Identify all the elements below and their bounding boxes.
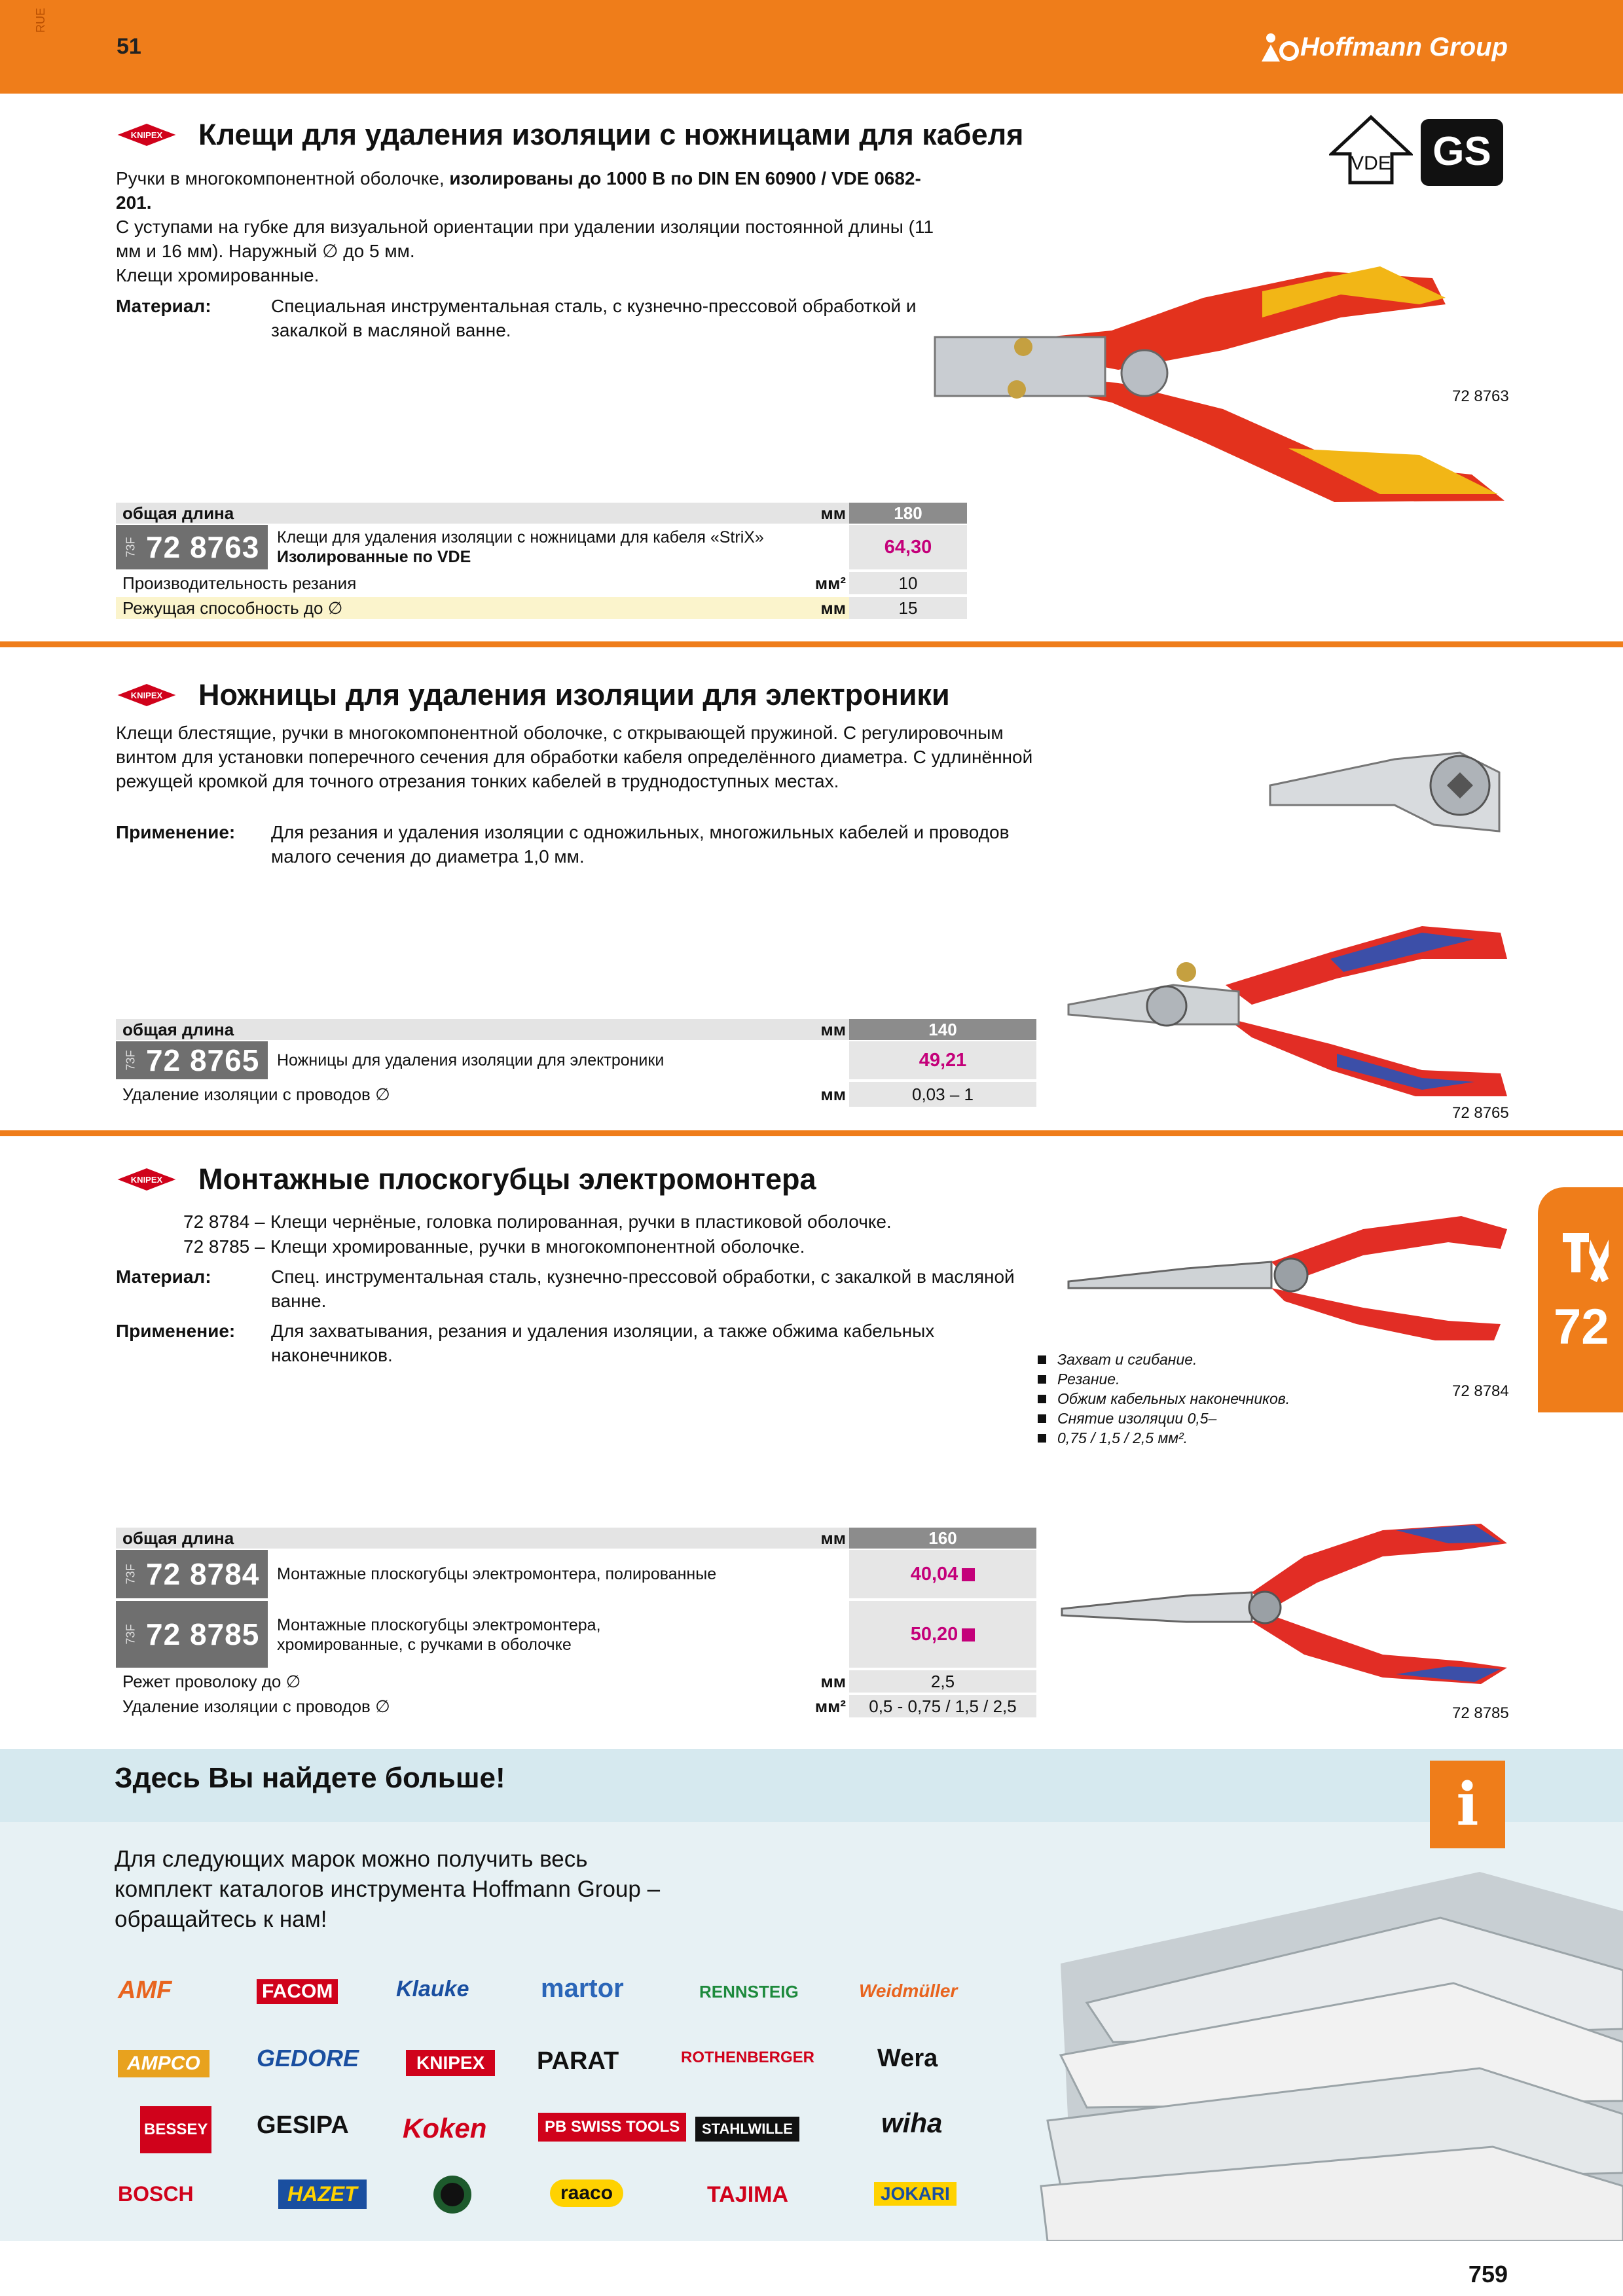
usage-row: Применение: Для резания и удаления изоляции с одножильных, многожильных кабелей и проводов малого сечения до диаметра 1,0 мм.: [116, 822, 1010, 867]
section-title: Ножницы для удаления изоляции для электроники: [198, 678, 950, 711]
electrician-pliers-chrome-image: [1055, 1517, 1507, 1694]
chapter-tab[interactable]: 72: [1538, 1187, 1623, 1412]
image-caption: 72 8763: [1452, 387, 1509, 405]
brand-raaco[interactable]: raaco: [550, 2179, 623, 2207]
vde-cert-icon: [1329, 115, 1413, 187]
jaw-detail-image: [1264, 733, 1506, 851]
image-caption: 72 8785: [1452, 1704, 1509, 1722]
article-number-box: 73F 72 8785: [116, 1601, 268, 1668]
table-row[interactable]: [116, 1041, 1036, 1081]
region-code: RUE: [34, 7, 47, 33]
stripping-pliers-image: [922, 259, 1518, 507]
brand-bessey[interactable]: BESSEY: [140, 2106, 211, 2153]
svg-text:GS: GS: [1432, 129, 1491, 174]
article-number-box: 73F 72 8765: [116, 1041, 268, 1079]
spec-row: Производительность резания мм² 10: [116, 572, 967, 596]
svg-text:KNIPEX: KNIPEX: [130, 691, 163, 700]
brand-koken[interactable]: Koken: [403, 2113, 487, 2144]
feature-list: [1038, 1350, 1290, 1448]
variant-row: 72 8784 – Клещи чернёные, головка полированная, ручки в пластиковой оболочке.: [183, 1211, 892, 1232]
knipex-logo-icon: [115, 122, 179, 148]
price: 40,04: [849, 1550, 1036, 1598]
brand-parat[interactable]: PARAT: [537, 2047, 619, 2075]
article-table-2: [116, 1019, 1036, 1117]
svg-text:KNIPEX: KNIPEX: [130, 1175, 163, 1185]
brand-emblem-icon[interactable]: [432, 2174, 473, 2215]
table-row[interactable]: [116, 525, 967, 571]
article-table-1: [116, 503, 967, 627]
list-item: 0,75 / 1,5 / 2,5 мм².: [1038, 1428, 1290, 1448]
knipex-logo-icon: [115, 682, 179, 708]
list-item: Обжим кабельных наконечников.: [1038, 1389, 1290, 1408]
brand-stahlwille[interactable]: STAHLWILLE: [695, 2117, 799, 2142]
brand-hazet[interactable]: HAZET: [278, 2179, 367, 2209]
hoffmann-logo-icon: [1260, 31, 1300, 63]
brand-wiha[interactable]: wiha: [881, 2108, 943, 2138]
usage-row: Применение: Для захватывания, резания и удаления изоляции, а также обжима кабельных наконечников.: [116, 1321, 935, 1365]
electronics-stripper-image: [1055, 906, 1507, 1103]
section-title: Клещи для удаления изоляции с ножницами для кабеля: [198, 118, 1024, 151]
svg-text:KNIPEX: KNIPEX: [130, 130, 163, 140]
article-description: Монтажные плоскогубцы электромонтера, хромированные, с ручками в оболочке: [277, 1616, 601, 1654]
section-title: Монтажные плоскогубцы электромонтера: [198, 1162, 816, 1196]
list-item: Резание.: [1038, 1369, 1290, 1389]
stock-marker-icon: [962, 1628, 975, 1641]
brand-bosch[interactable]: BOSCH: [118, 2182, 194, 2206]
product-description: Клещи блестящие, ручки в многокомпонентной оболочке, с открывающей пружиной. С регулировочным винтом для установки поперечного сечения для обработки кабеля определённого диаметра. С удлинённой режущей кромкой для точного отрезания тонких кабелей в труднодоступных местах.: [116, 723, 1033, 791]
electrician-pliers-polished-image: [1055, 1210, 1507, 1340]
spec-row: Удаление изоляции с проводов ∅ мм² 0,5 - 0,75 / 1,5 / 2,5: [116, 1695, 1036, 1719]
brand-amf[interactable]: AMF: [118, 1977, 172, 2004]
brand-ampco[interactable]: AMPCO: [118, 2050, 210, 2077]
brand-martor[interactable]: martor: [541, 1974, 624, 2003]
brand-jokari[interactable]: JOKARI: [874, 2182, 957, 2206]
variant-row: 72 8785 – Клещи хромированные, ручки в многокомпонентной оболочке.: [183, 1236, 805, 1257]
price: 64,30: [849, 525, 967, 569]
brand-gedore[interactable]: GEDORE: [257, 2045, 359, 2072]
section-divider: [0, 1130, 1623, 1136]
table-header-row: общая длина мм 160: [116, 1528, 1036, 1550]
brand-weidmuller[interactable]: Weidmüller: [859, 1981, 958, 2001]
section-heading: [115, 1162, 816, 1196]
table-row[interactable]: [116, 1601, 1036, 1669]
material-row: Материал: Спец. инструментальная сталь, кузнечно-прессовой обработки, с закалкой в масляной ванне.: [116, 1266, 1015, 1311]
image-caption: 72 8784: [1452, 1382, 1509, 1400]
article-table-3: [116, 1528, 1036, 1724]
brand-rothenberger[interactable]: ROTHENBERGER: [681, 2049, 815, 2066]
table-header-row: общая длина мм 180: [116, 503, 967, 525]
brand-facom[interactable]: FACOM: [257, 1979, 338, 2004]
brand-rennsteig[interactable]: RENNSTEIG: [699, 1982, 799, 2001]
info-text: Для следующих марок можно получить весь комплект каталогов инструмента Hoffmann Group – обращайтесь к нам!: [115, 1846, 661, 1932]
page-number: 759: [1468, 2261, 1508, 2287]
image-caption: 72 8765: [1452, 1104, 1509, 1122]
brand-logo: Hoffmann Group: [1300, 33, 1508, 62]
brand-wera[interactable]: Wera: [877, 2045, 938, 2072]
section-heading: [115, 118, 1023, 152]
price: 49,21: [849, 1041, 1036, 1079]
article-number-box: 73F 72 8784: [116, 1550, 268, 1598]
article-description: Клещи для удаления изоляции с ножницами для кабеля «StriX» Изолированные по VDE: [277, 528, 764, 566]
pliers-chapter-icon: [1563, 1233, 1609, 1285]
catalog-page-number: 51: [117, 34, 141, 59]
table-header-row: общая длина мм 140: [116, 1019, 1036, 1041]
list-item: Снятие изоляции 0,5–: [1038, 1408, 1290, 1428]
svg-text:VDE: VDE: [1351, 152, 1391, 174]
spec-row: Удаление изоляции с проводов ∅ мм 0,03 – 1: [116, 1082, 1036, 1108]
spec-row: Режущая способность до ∅ мм 15: [116, 597, 967, 620]
table-row[interactable]: [116, 1550, 1036, 1600]
gs-cert-icon: [1419, 118, 1504, 187]
brand-tajima[interactable]: TAJIMA: [707, 2182, 789, 2207]
knipex-logo-icon: [115, 1166, 179, 1193]
catalog-stack-image: [1021, 1833, 1623, 2241]
article-description: Монтажные плоскогубцы электромонтера, полированные: [277, 1565, 717, 1583]
stock-marker-icon: [962, 1568, 975, 1581]
list-item: Захват и сгибание.: [1038, 1350, 1290, 1369]
article-description: Ножницы для удаления изоляции для электроники: [277, 1051, 665, 1069]
brand-klauke[interactable]: Klauke: [396, 1977, 469, 2001]
section-heading: [115, 678, 950, 712]
brand-gesipa[interactable]: GESIPA: [257, 2111, 349, 2139]
spec-row: Режет проволоку до ∅ мм 2,5: [116, 1670, 1036, 1694]
brand-pb-swiss-tools[interactable]: PB SWISS TOOLS: [538, 2113, 686, 2142]
material-row: Материал: Специальная инструментальная сталь, с кузнечно-прессовой обработкой и закалкой в масляной ванне.: [116, 296, 917, 340]
brand-knipex[interactable]: KNIPEX: [406, 2050, 495, 2076]
product-description: Ручки в многокомпонентной оболочке, изолированы до 1000 В по DIN EN 60900 / VDE 0682-201. С уступами на губке для визуальной ориентации при удалении изоляции постоянной длины (11 мм и 16 мм). Наружный ∅ до 5 мм. Клещи хромированные.: [116, 168, 934, 285]
section-divider: [0, 641, 1623, 647]
article-number-box: 73F 72 8763: [116, 525, 268, 569]
price: 50,20: [849, 1601, 1036, 1668]
info-title: Здесь Вы найдете больше!: [115, 1762, 505, 1794]
info-icon: i: [1430, 1761, 1505, 1848]
header-bar: [0, 0, 1623, 94]
